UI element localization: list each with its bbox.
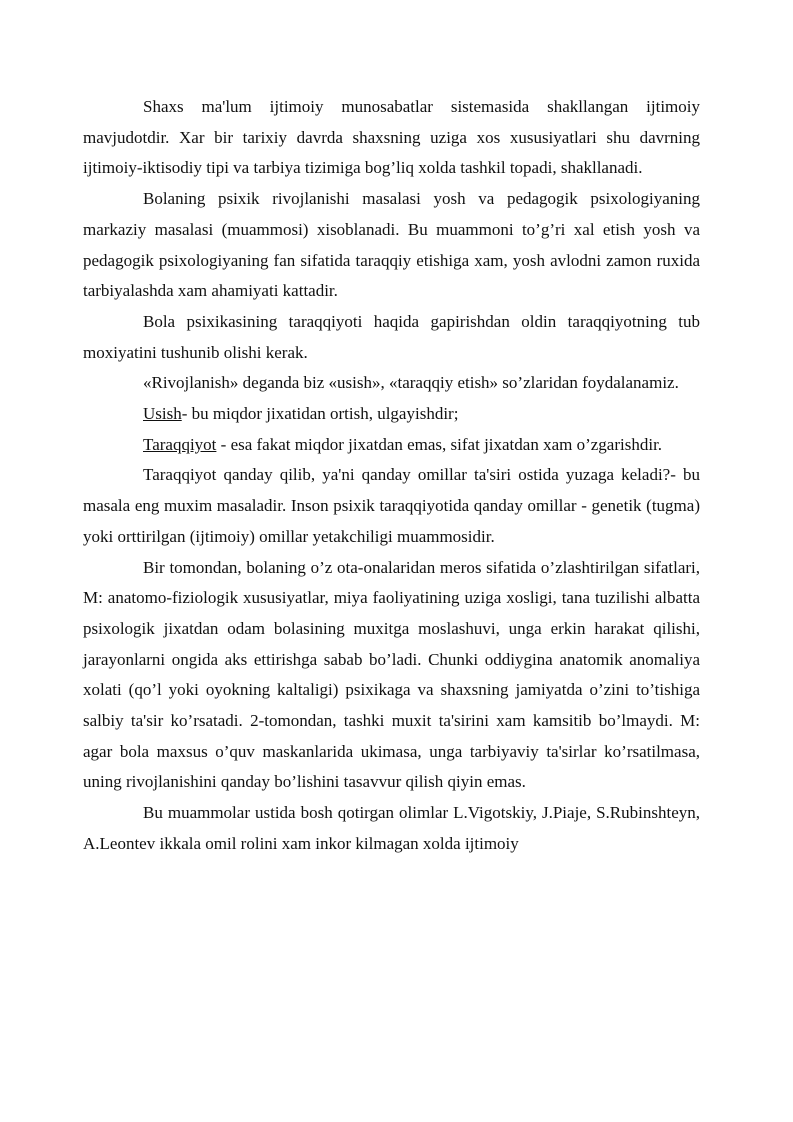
term-taraqqiyot: Taraqqiyot — [143, 434, 217, 454]
document-body — [83, 92, 700, 860]
paragraph-2: Bolaning psixik rivojlanishi masalasi yosh va pedagogik psixologiyaning markaziy masalasi (muammosi) xisoblanadi. Bu muammoni to’g’ri xal etish yosh va pedagogik psixologiyaning fan sifatida taraqqiy etishiga xam, yosh avlodni zamon ruxida tarbiyalashda xam ahamiyati kattadir. — [83, 189, 700, 301]
definition-taraqqiyot: - esa fakat miqdor jixatdan emas, sifat jixatdan xam o’zgarishdir. — [216, 434, 663, 454]
paragraph-5 — [83, 399, 700, 430]
paragraph-6 — [83, 430, 700, 461]
paragraph-9: Bu muammolar ustida bosh qotirgan olimlar L.Vigotskiy, J.Piaje, S.Rubinshteyn, A.Leontev ikkala omil rolini xam inkor kilmagan xolda ijtimoiy — [83, 803, 700, 853]
paragraph-8: Bir tomondan, bolaning o’z ota-onalaridan meros sifatida o’zlashtirilgan sifatlari, M: anatomo-fiziologik xususiyatlar, miya faoliyatining uziga xosligi, tana tuzilishi albatta psixologik jixatdan odam bolasining muxitga moslashuvi, unga erkin harakat qilishi, jarayonlarni ongida aks ettirishga sabab bo’ladi. Chunki oddiygina anatomik anomaliya xolati (qo’l yoki oyokning kaltaligi) psixikaga va shaxsning jamiyatda o’zini to’tishiga salbiy ta'sir ko’rsatadi. 2-tomondan, tashki muxit ta'sirini xam kamsitib bo’lmaydi. M: agar bola maxsus o’quv maskanlarida ukimasa, unga tarbiyaviy ta'sirlar ko’rsatilmasa, uning rivojlanishini qanday bo’lishini tasavvur qilish qiyin emas. — [83, 557, 700, 792]
paragraph-4: «Rivojlanish» deganda biz «usish», «taraqqiy etish» so’zlaridan foydalanamiz. — [143, 373, 679, 393]
paragraph-7: Taraqqiyot qanday qilib, ya'ni qanday omillar ta'siri ostida yuzaga keladi?- bu masala eng muxim masaladir. Inson psixik taraqqiyotida qanday omillar - genetik (tugma) yoki orttirilgan (ijtimoiy) omillar yetakchiligi muammosidir. — [83, 465, 700, 546]
definition-usish: - bu miqdor jixatidan ortish, ulgayishdir; — [181, 404, 459, 424]
paragraph-1: Shaxs ma'lum ijtimoiy munosabatlar sistemasida shakllangan ijtimoiy mavjudotdir. Xar bir tarixiy davrda shaxsning uziga xos xususiyatlari shu davrning ijtimoiy-iktisodiy tipi va tarbiya tizimiga bog’liq xolda tashkil topadi, shakllanadi. — [83, 97, 700, 178]
paragraph-3: Bola psixikasining taraqqiyoti haqida gapirishdan oldin taraqqiyotning tub moxiyatini tushunib olishi kerak. — [83, 311, 700, 362]
term-usish: Usish — [143, 404, 182, 424]
